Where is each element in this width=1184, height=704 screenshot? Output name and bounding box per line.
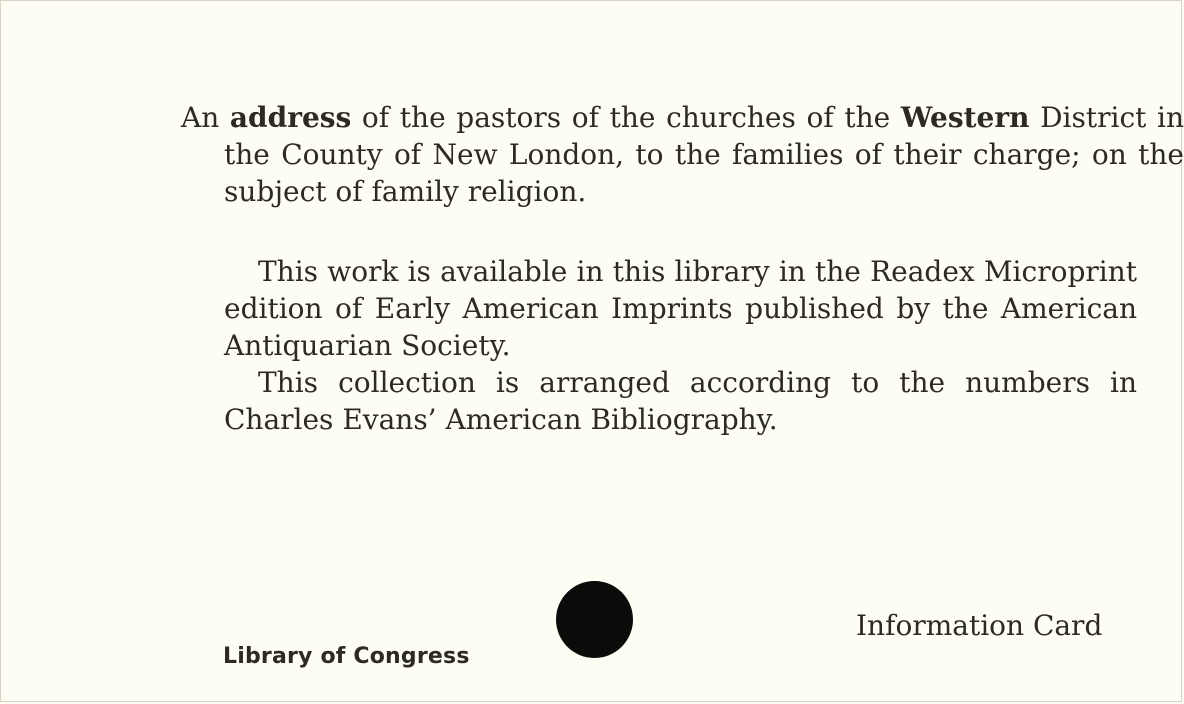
card-type-label: Information Card	[856, 609, 1103, 642]
title-entry	[181, 99, 1184, 210]
availability-paragraph: This work is available in this library in the Readex Microprint edition of Early American Imprints published by the American Antiquarian Society.	[224, 255, 1137, 362]
title-part3: District in the County of New London, to the families of their charge; on the subject of family religion.	[224, 101, 1184, 208]
title-part1: An	[181, 101, 230, 134]
title-keyword-western: Western	[900, 101, 1030, 134]
availability-note	[224, 253, 1137, 438]
arrangement-paragraph: This collection is arranged according to the numbers in Charles Evans’ American Bibliography.	[224, 366, 1137, 436]
title-part2: of the pastors of the churches of the	[351, 101, 901, 134]
title-keyword-address: address	[229, 101, 352, 134]
library-name: Library of Congress	[223, 644, 470, 669]
punch-hole	[556, 581, 633, 658]
